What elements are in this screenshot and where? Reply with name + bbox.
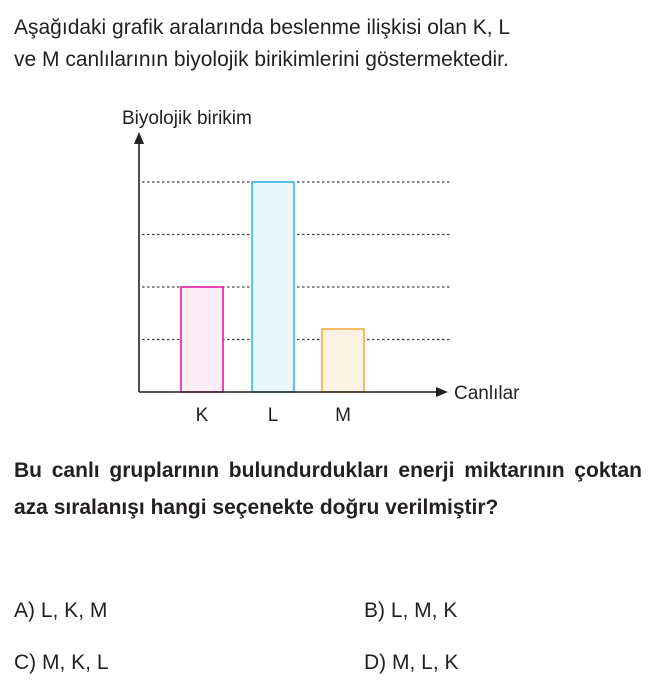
option-a[interactable]: A) L, K, M xyxy=(14,599,108,622)
bar-chart xyxy=(0,96,654,436)
option-d[interactable]: D) M, L, K xyxy=(364,651,459,674)
bars xyxy=(181,182,364,392)
option-b[interactable]: B) L, M, K xyxy=(364,599,458,622)
y-axis-label: Biyolojik birikim xyxy=(122,108,252,129)
option-c[interactable]: C) M, K, L xyxy=(14,651,109,674)
y-axis-arrow xyxy=(134,132,144,144)
question-text: Bu canlı gruplarının bulundurdukları enerji miktarının çoktan aza sıralanışı hangi seçenekte doğru verilmiştir? xyxy=(14,459,642,519)
category-label-m: M xyxy=(335,405,351,426)
x-axis-arrow xyxy=(436,387,448,397)
bar-m xyxy=(322,329,364,392)
x-axis-label: Canlılar xyxy=(454,383,520,404)
bar-k xyxy=(181,287,223,392)
intro-line-2: ve M canlılarının biyolojik birikimlerini göstermektedir. xyxy=(14,48,509,71)
category-label-k: K xyxy=(195,405,209,426)
category-labels xyxy=(196,405,351,426)
question-intro xyxy=(14,12,644,76)
intro-line-1: Aşağıdaki grafik aralarında beslenme ilişkisi olan K, L xyxy=(14,16,511,39)
bar-l xyxy=(252,182,294,392)
category-label-l: L xyxy=(267,405,279,426)
